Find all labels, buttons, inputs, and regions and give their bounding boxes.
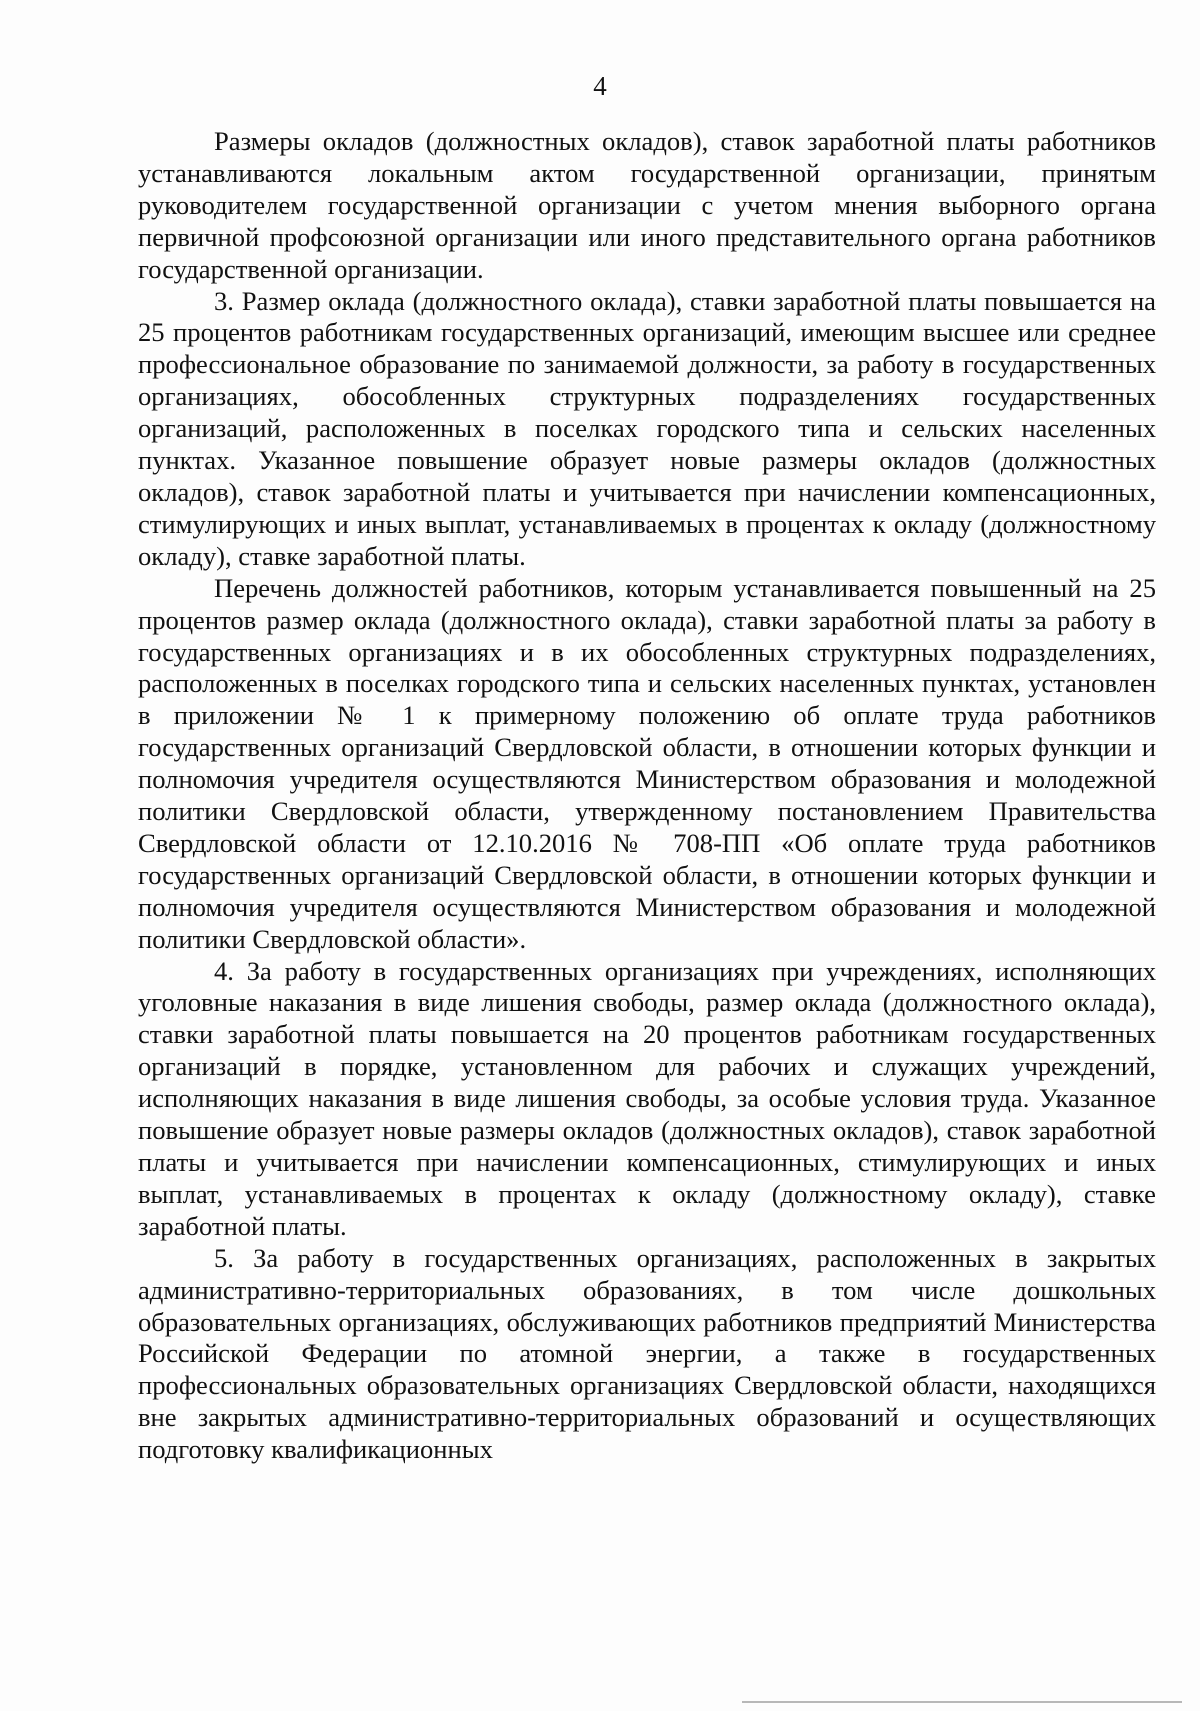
paragraph-item-5: 5. За работу в государственных организациях, расположенных в закрытых административно-территориальных образованиях, в том числе дошкольных образовательных организациях, обслуживающих работников предприятий Министерства Российской Федерации по атомной энергии, а также в государственных профессиональных образовательных организациях Свердловской области, находящихся вне закрытых административно-территориальных образований и осуществляющих подготовку квалификационных: [138, 1242, 1156, 1465]
document-body: [138, 126, 1156, 1466]
scan-edge-line: [742, 1701, 1182, 1703]
page-number: 4: [593, 71, 607, 101]
paragraph-salary-rates: Размеры окладов (должностных окладов), ставок заработной платы работников устанавливаются локальным актом государственной организации, принятым руководителем государственной организации с учетом мнения выборного органа первичной профсоюзной организации или иного представительного органа работников государственной организации.: [138, 126, 1156, 284]
paragraph-item-3: 3. Размер оклада (должностного оклада), ставки заработной платы повышается на 25 процентов работникам государственных организаций, имеющим высшее или среднее профессиональное образование по занимаемой должности, за работу в государственных организациях, обособленных структурных подразделениях государственных организаций, расположенных в поселках городского типа и сельских населенных пунктах. Указанное повышение образует новые размеры окладов (должностных окладов), ставок заработной платы и учитывается при начислении компенсационных, стимулирующих и иных выплат, устанавливаемых в процентах к окладу (должностному окладу), ставке заработной платы.: [138, 285, 1156, 571]
paragraph-item-4: 4. За работу в государственных организациях при учреждениях, исполняющих уголовные наказания в виде лишения свободы, размер оклада (должностного оклада), ставки заработной платы повышается на 20 процентов работникам государственных организаций в порядке, установленном для рабочих и служащих учреждений, исполняющих наказания в виде лишения свободы, за особые условия труда. Указанное повышение образует новые размеры окладов (должностных окладов), ставок заработной платы и учитывается при начислении компенсационных, стимулирующих и иных выплат, устанавливаемых в процентах к окладу (должностному окладу), ставке заработной платы.: [138, 955, 1156, 1241]
paragraph-positions-list: Перечень должностей работников, которым устанавливается повышенный на 25 процентов размер оклада (должностного оклада), ставки заработной платы за работу в государственных организациях и в их обособленных структурных подразделениях, расположенных в поселках городского типа и сельских населенных пунктах, установлен в приложении № 1 к примерному положению об оплате труда работников государственных организаций Свердловской области, в отношении которых функции и полномочия учредителя осуществляются Министерством образования и молодежной политики Свердловской области, утвержденному постановлением Правительства Свердловской области от 12.10.2016 № 708-ПП «Об оплате труда работников государственных организаций Свердловской области, в отношении которых функции и полномочия учредителя осуществляются Министерством образования и молодежной политики Свердловской области».: [138, 572, 1156, 954]
